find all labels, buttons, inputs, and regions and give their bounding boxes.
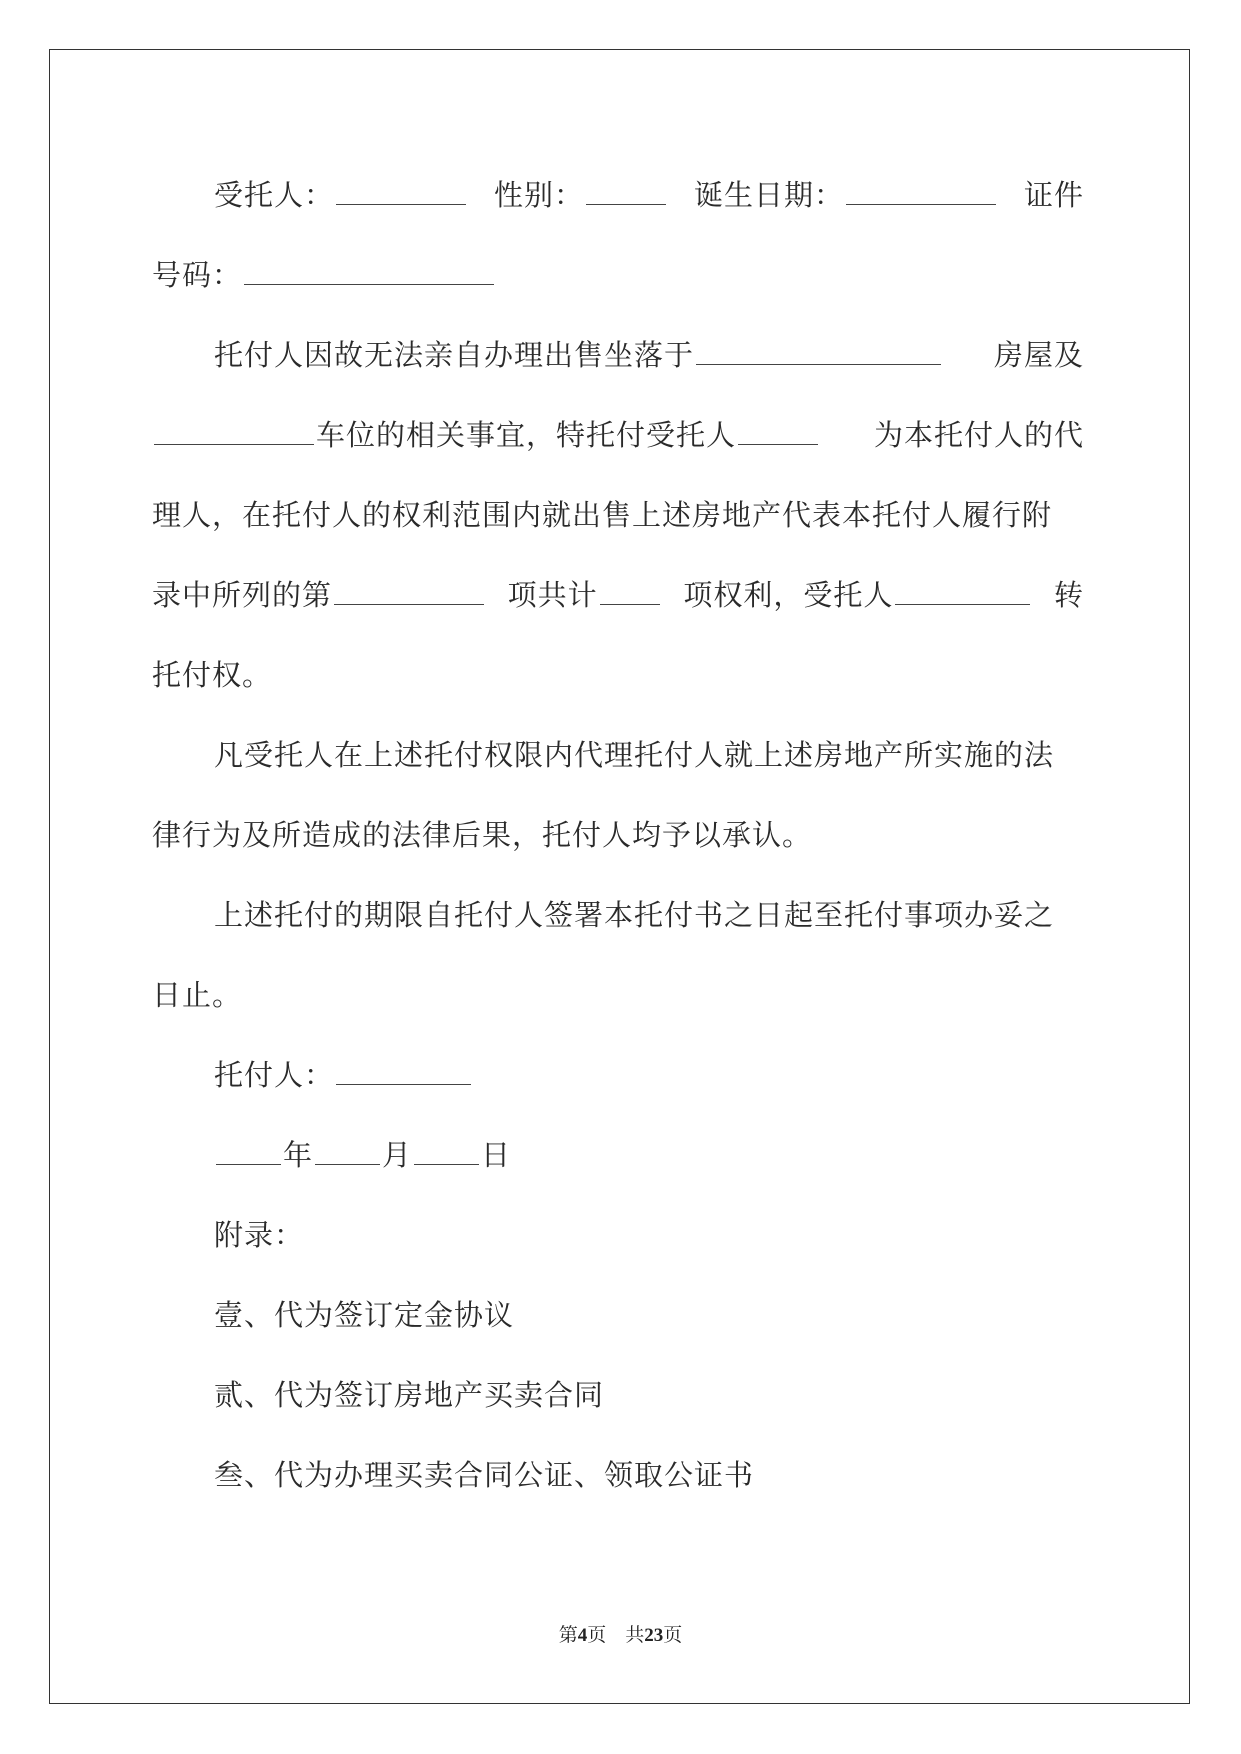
item-numbers-blank xyxy=(334,582,484,605)
year-blank xyxy=(216,1142,281,1165)
appendix-item-2 xyxy=(152,1355,1084,1435)
gender-label: 性别： xyxy=(493,178,584,212)
acknowledge-text-2: 律行为及所造成的法律后果，托付人均予以承认。 xyxy=(152,818,813,852)
scope-text: 理人，在托付人的权利范围内就出售上述房地产代表本托付人履行附 xyxy=(152,498,1053,532)
transfer-text: 转 xyxy=(1053,578,1084,612)
current-page-number: 4 xyxy=(577,1625,588,1646)
line-term-1 xyxy=(152,875,1084,955)
birthdate-label: 诞生日期： xyxy=(693,178,844,212)
appendix-item-1-text: 壹、代为签订定金协议 xyxy=(214,1298,515,1332)
trustee-blank xyxy=(336,182,466,205)
total-pages-number: 23 xyxy=(644,1625,664,1646)
page-footer xyxy=(0,1620,1241,1647)
principal-signature-blank xyxy=(336,1062,471,1085)
trustee-label: 受托人： xyxy=(214,178,335,212)
property-address-blank xyxy=(696,342,941,365)
footer-suffix: 页 xyxy=(663,1625,683,1646)
parking-text-end: 为本托付人的代 xyxy=(873,418,1084,452)
item-count-blank xyxy=(600,582,660,605)
year-label: 年 xyxy=(283,1138,314,1172)
delegation-text: 托付权。 xyxy=(152,658,273,692)
items-total-text: 项共计 xyxy=(507,578,598,612)
items-text: 录中所列的第 xyxy=(152,578,333,612)
document-body xyxy=(152,155,1084,1515)
day-blank xyxy=(414,1142,479,1165)
id-label-start: 证件 xyxy=(1023,178,1084,212)
parking-text: 车位的相关事宜，特托付受托人 xyxy=(316,418,737,452)
line-trustee-info xyxy=(152,155,1084,235)
acknowledge-text-1: 凡受托人在上述托付权限内代理托付人就上述房地产所实施的法 xyxy=(214,738,1055,772)
footer-prefix: 第 xyxy=(558,1625,578,1646)
term-text-1: 上述托付的期限自托付人签署本托付书之日起至托付事项办妥之 xyxy=(214,898,1055,932)
line-scope xyxy=(152,475,1084,555)
line-items xyxy=(152,555,1084,635)
line-term-2 xyxy=(152,955,1084,1035)
gender-blank xyxy=(586,182,666,205)
footer-mid: 页 共 xyxy=(587,1625,645,1646)
line-principal-signature xyxy=(152,1035,1084,1115)
principal-label: 托付人： xyxy=(214,1058,335,1092)
line-parking xyxy=(152,395,1084,475)
line-id-number xyxy=(152,235,1084,315)
line-acknowledge-2 xyxy=(152,795,1084,875)
appendix-item-3 xyxy=(152,1435,1084,1515)
property-text: 托付人因故无法亲自办理出售坐落于 xyxy=(214,338,695,372)
agent-name-blank xyxy=(738,422,818,445)
line-acknowledge-1 xyxy=(152,715,1084,795)
property-text-end: 房屋及 xyxy=(993,338,1084,372)
line-delegation xyxy=(152,635,1084,715)
parking-blank xyxy=(154,422,314,445)
rights-text: 项权利，受托人 xyxy=(683,578,894,612)
line-appendix-title xyxy=(152,1195,1084,1275)
appendix-title: 附录： xyxy=(214,1218,305,1252)
id-number-label: 号码： xyxy=(152,258,243,292)
sub-delegation-blank xyxy=(895,582,1030,605)
appendix-item-1 xyxy=(152,1275,1084,1355)
id-number-blank xyxy=(244,262,494,285)
term-text-2: 日止。 xyxy=(152,978,243,1012)
day-label: 日 xyxy=(481,1138,512,1172)
birthdate-blank xyxy=(846,182,996,205)
appendix-item-3-text: 叁、代为办理买卖合同公证、领取公证书 xyxy=(214,1458,755,1492)
month-blank xyxy=(315,1142,380,1165)
line-property-location xyxy=(152,315,1084,395)
appendix-item-2-text: 贰、代为签订房地产买卖合同 xyxy=(214,1378,605,1412)
line-date xyxy=(152,1115,1084,1195)
month-label: 月 xyxy=(382,1138,413,1172)
